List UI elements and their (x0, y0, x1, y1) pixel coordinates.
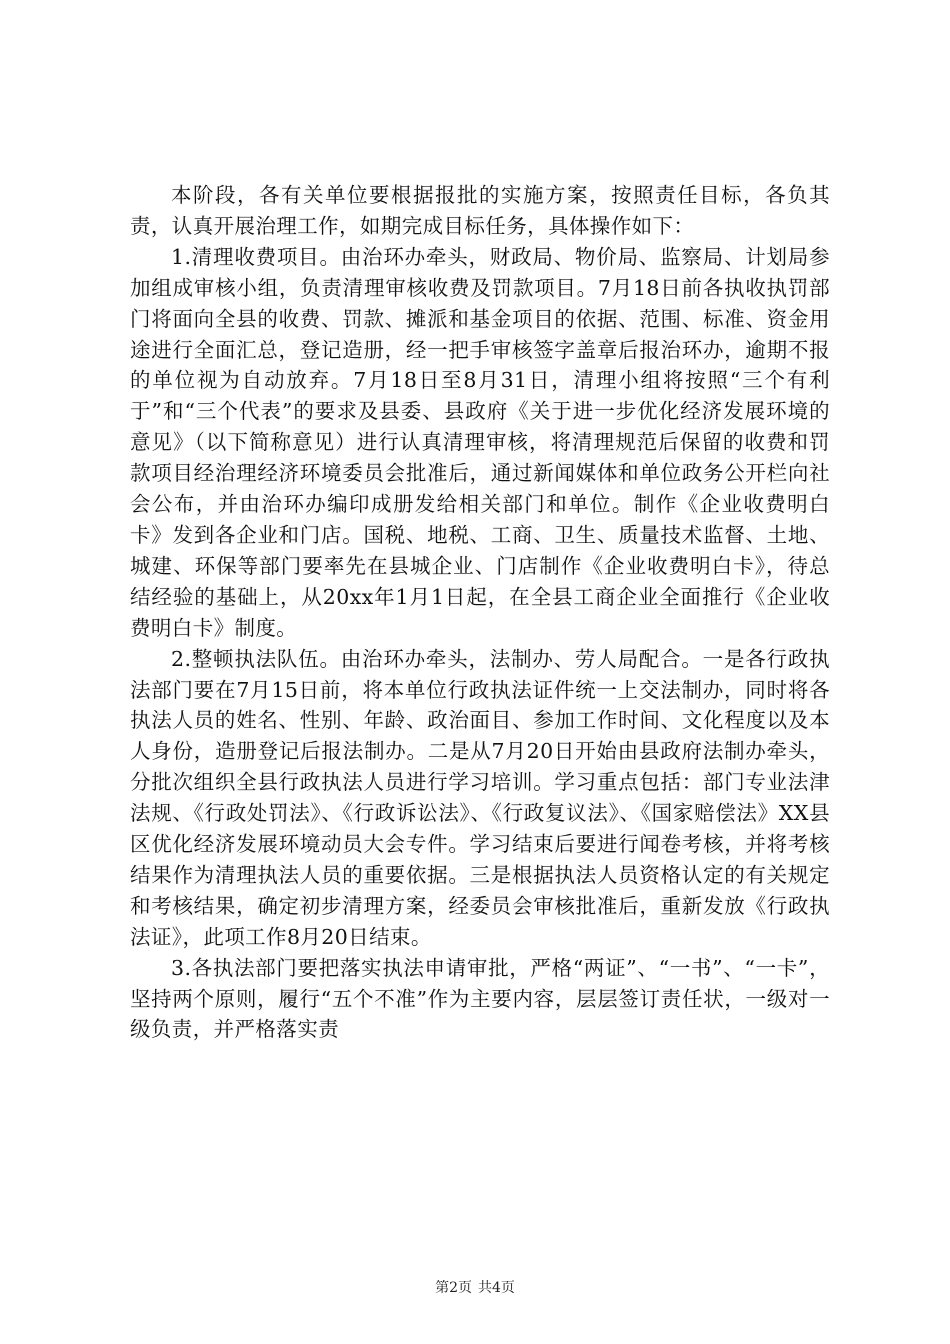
page-number: 第2页 (435, 1280, 472, 1296)
intro-paragraph: 本阶段，各有关单位要根据报批的实施方案，按照责任目标，各负其责，认真开展治理工作，如期完成目标任务，具体操作如下： (130, 183, 830, 238)
page-footer (0, 1279, 950, 1297)
page-total: 共4页 (478, 1280, 515, 1296)
item-1-paragraph: 1.清理收费项目。由治环办牵头，财政局、物价局、监察局、计划局参加组成审核小组，负责清理审核收费及罚款项目。7月18日前各执收执罚部门将面向全县的收费、罚款、摊派和基金项目的依据、范围、标准、资金用途进行全面汇总，登记造册，经一把手审核签字盖章后报治环办，逾期不报的单位视为自动放弃。7月18日至8月31日，清理小组将按照“三个有利于”和“三个代表”的要求及县委、县政府《关于进一步优化经济发展环境的意见》（以下简称意见）进行认真清理审核，将清理规范后保留的收费和罚款项目经治理经济环境委员会批准后，通过新闻媒体和单位政务公开栏向社会公布，并由治环办编印成册发给相关部门和单位。制作《企业收费明白卡》发到各企业和门店。国税、地税、工商、卫生、质量技术监督、土地、城建、环保等部门要率先在县城企业、门店制作《企业收费明白卡》，待总结经验的基础上，从20xx年1月1日起，在全县工商企业全面推行《企业收费明白卡》制度。 (130, 244, 830, 640)
document-body (130, 180, 830, 1045)
item-3-paragraph: 3.各执法部门要把落实执法申请审批，严格“两证”、“一书”、“一卡”，坚持两个原则，履行“五个不准”作为主要内容，层层签订责任状，一级对一级负责，并严格落实责 (130, 955, 830, 1042)
item-2-paragraph: 2.整顿执法队伍。由治环办牵头，法制办、劳人局配合。一是各行政执法部门要在7月15日前，将本单位行政执法证件统一上交法制办，同时将各执法人员的姓名、性别、年龄、政治面目、参加工作时间、文化程度以及本人身份，造册登记后报法制办。二是从7月20日开始由县政府法制办牵头，分批次组织全县行政执法人员进行学习培训。学习重点包括：部门专业法津法规、《行政处罚法》、《行政诉讼法》、《行政复议法》、《国家赔偿法》XX县区优化经济发展环境动员大会专件。学习结束后要进行闻卷考核，并将考核结果作为清理执法人员的重要依据。三是根据执法人员资格认定的有关规定和考核结果，确定初步清理方案，经委员会审核批准后，重新发放《行政执法证》，此项工作8月20日结束。 (130, 646, 830, 949)
